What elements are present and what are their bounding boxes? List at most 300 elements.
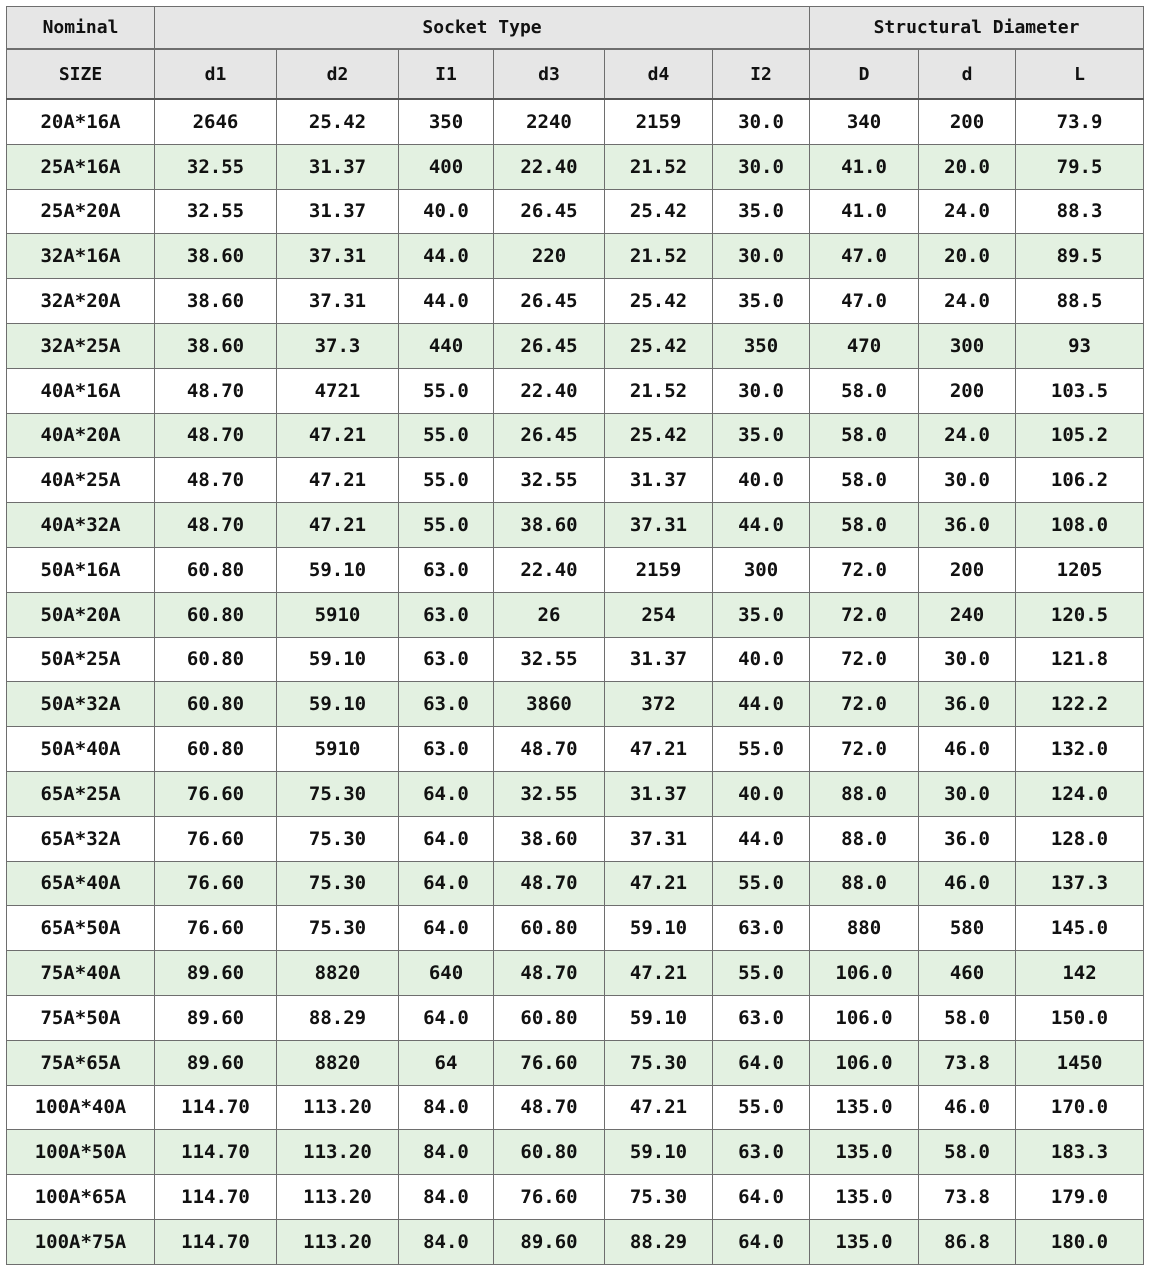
cell-structural-d-lower: 30.0 <box>919 637 1016 682</box>
cell-i2: 44.0 <box>713 816 810 861</box>
cell-d4: 31.37 <box>605 771 713 816</box>
cell-i2: 35.0 <box>713 279 810 324</box>
cell-size: 65A*25A <box>7 771 155 816</box>
cell-l: 179.0 <box>1016 1175 1144 1220</box>
table-row <box>7 1130 1144 1175</box>
cell-l: 128.0 <box>1016 816 1144 861</box>
cell-d1: 89.60 <box>155 995 277 1040</box>
table-body <box>7 99 1144 1264</box>
cell-d4: 21.52 <box>605 144 713 189</box>
cell-d4: 372 <box>605 682 713 727</box>
cell-d2: 31.37 <box>277 189 399 234</box>
cell-structural-d-upper: 58.0 <box>810 413 919 458</box>
cell-size: 40A*16A <box>7 368 155 413</box>
cell-structural-d-upper: 88.0 <box>810 816 919 861</box>
cell-d4: 2159 <box>605 99 713 144</box>
spec-table-container <box>6 6 1144 1265</box>
cell-i2: 55.0 <box>713 727 810 772</box>
cell-i1: 64.0 <box>399 906 494 951</box>
table-row <box>7 1175 1144 1220</box>
table-row <box>7 1040 1144 1085</box>
table-row <box>7 279 1144 324</box>
cell-d1: 60.80 <box>155 727 277 772</box>
cell-i2: 64.0 <box>713 1219 810 1264</box>
cell-d3: 48.70 <box>494 1085 605 1130</box>
cell-d4: 47.21 <box>605 861 713 906</box>
cell-structural-d-upper: 72.0 <box>810 727 919 772</box>
cell-i1: 63.0 <box>399 727 494 772</box>
table-row <box>7 368 1144 413</box>
cell-i2: 63.0 <box>713 906 810 951</box>
cell-i2: 64.0 <box>713 1040 810 1085</box>
cell-structural-d-lower: 46.0 <box>919 1085 1016 1130</box>
cell-size: 100A*75A <box>7 1219 155 1264</box>
cell-l: 122.2 <box>1016 682 1144 727</box>
cell-i2: 55.0 <box>713 861 810 906</box>
cell-d4: 75.30 <box>605 1175 713 1220</box>
cell-d4: 47.21 <box>605 1085 713 1130</box>
cell-d1: 60.80 <box>155 592 277 637</box>
cell-l: 145.0 <box>1016 906 1144 951</box>
cell-d4: 25.42 <box>605 413 713 458</box>
group-header-nominal: Nominal <box>7 7 155 50</box>
table-row <box>7 189 1144 234</box>
table-row <box>7 906 1144 951</box>
cell-l: 137.3 <box>1016 861 1144 906</box>
column-header-d1: d1 <box>155 49 277 99</box>
cell-l: 79.5 <box>1016 144 1144 189</box>
cell-d4: 88.29 <box>605 1219 713 1264</box>
cell-d1: 32.55 <box>155 144 277 189</box>
cell-d4: 31.37 <box>605 637 713 682</box>
cell-d2: 31.37 <box>277 144 399 189</box>
cell-structural-d-lower: 20.0 <box>919 144 1016 189</box>
table-row <box>7 951 1144 996</box>
cell-size: 50A*20A <box>7 592 155 637</box>
cell-d2: 59.10 <box>277 682 399 727</box>
cell-l: 73.9 <box>1016 99 1144 144</box>
cell-i2: 63.0 <box>713 1130 810 1175</box>
table-row <box>7 861 1144 906</box>
cell-d3: 76.60 <box>494 1040 605 1085</box>
cell-structural-d-lower: 30.0 <box>919 771 1016 816</box>
cell-d4: 37.31 <box>605 816 713 861</box>
cell-d4: 21.52 <box>605 234 713 279</box>
cell-structural-d-upper: 47.0 <box>810 234 919 279</box>
cell-d2: 113.20 <box>277 1130 399 1175</box>
cell-i1: 44.0 <box>399 234 494 279</box>
cell-d1: 48.70 <box>155 413 277 458</box>
cell-d4: 2159 <box>605 547 713 592</box>
cell-d4: 47.21 <box>605 951 713 996</box>
cell-d2: 47.21 <box>277 503 399 548</box>
cell-size: 100A*50A <box>7 1130 155 1175</box>
cell-size: 75A*50A <box>7 995 155 1040</box>
cell-i1: 63.0 <box>399 637 494 682</box>
cell-i1: 640 <box>399 951 494 996</box>
cell-structural-d-upper: 106.0 <box>810 951 919 996</box>
cell-size: 32A*25A <box>7 323 155 368</box>
cell-size: 32A*20A <box>7 279 155 324</box>
cell-d3: 26.45 <box>494 279 605 324</box>
cell-d3: 26 <box>494 592 605 637</box>
cell-structural-d-upper: 58.0 <box>810 368 919 413</box>
cell-i2: 40.0 <box>713 637 810 682</box>
cell-structural-d-upper: 58.0 <box>810 503 919 548</box>
cell-i2: 55.0 <box>713 1085 810 1130</box>
cell-d4: 254 <box>605 592 713 637</box>
cell-size: 25A*16A <box>7 144 155 189</box>
cell-structural-d-lower: 86.8 <box>919 1219 1016 1264</box>
cell-d2: 5910 <box>277 727 399 772</box>
cell-d3: 2240 <box>494 99 605 144</box>
cell-d2: 8820 <box>277 1040 399 1085</box>
cell-size: 32A*16A <box>7 234 155 279</box>
group-header-socket-type: Socket Type <box>155 7 810 50</box>
cell-size: 75A*40A <box>7 951 155 996</box>
cell-structural-d-upper: 72.0 <box>810 547 919 592</box>
cell-d3: 32.55 <box>494 637 605 682</box>
cell-l: 150.0 <box>1016 995 1144 1040</box>
cell-structural-d-upper: 340 <box>810 99 919 144</box>
cell-d3: 22.40 <box>494 547 605 592</box>
cell-i1: 64.0 <box>399 995 494 1040</box>
cell-structural-d-upper: 470 <box>810 323 919 368</box>
cell-l: 108.0 <box>1016 503 1144 548</box>
cell-d4: 59.10 <box>605 906 713 951</box>
cell-d2: 47.21 <box>277 413 399 458</box>
cell-structural-d-upper: 135.0 <box>810 1219 919 1264</box>
column-header-row <box>7 49 1144 99</box>
cell-d4: 25.42 <box>605 189 713 234</box>
cell-structural-d-upper: 58.0 <box>810 458 919 503</box>
column-header-d2: d2 <box>277 49 399 99</box>
cell-d3: 60.80 <box>494 995 605 1040</box>
cell-d1: 76.60 <box>155 861 277 906</box>
table-row <box>7 816 1144 861</box>
cell-d1: 89.60 <box>155 1040 277 1085</box>
cell-i2: 30.0 <box>713 368 810 413</box>
cell-i2: 30.0 <box>713 144 810 189</box>
cell-d2: 113.20 <box>277 1219 399 1264</box>
cell-d2: 4721 <box>277 368 399 413</box>
cell-size: 50A*25A <box>7 637 155 682</box>
cell-structural-d-upper: 41.0 <box>810 144 919 189</box>
cell-structural-d-lower: 73.8 <box>919 1175 1016 1220</box>
cell-size: 40A*20A <box>7 413 155 458</box>
cell-d3: 48.70 <box>494 861 605 906</box>
cell-d3: 60.80 <box>494 1130 605 1175</box>
cell-i1: 55.0 <box>399 503 494 548</box>
table-row <box>7 99 1144 144</box>
cell-d3: 22.40 <box>494 368 605 413</box>
cell-structural-d-lower: 46.0 <box>919 727 1016 772</box>
cell-size: 40A*25A <box>7 458 155 503</box>
cell-structural-d-lower: 36.0 <box>919 816 1016 861</box>
cell-i2: 40.0 <box>713 771 810 816</box>
cell-d3: 60.80 <box>494 906 605 951</box>
cell-structural-d-upper: 72.0 <box>810 592 919 637</box>
cell-structural-d-upper: 88.0 <box>810 861 919 906</box>
cell-d2: 37.31 <box>277 234 399 279</box>
cell-d3: 32.55 <box>494 458 605 503</box>
table-row <box>7 323 1144 368</box>
cell-d2: 113.20 <box>277 1175 399 1220</box>
cell-d2: 75.30 <box>277 816 399 861</box>
cell-structural-d-lower: 73.8 <box>919 1040 1016 1085</box>
cell-i1: 55.0 <box>399 458 494 503</box>
table-row <box>7 503 1144 548</box>
cell-l: 88.5 <box>1016 279 1144 324</box>
cell-d1: 76.60 <box>155 906 277 951</box>
table-row <box>7 144 1144 189</box>
cell-d1: 38.60 <box>155 323 277 368</box>
cell-i1: 40.0 <box>399 189 494 234</box>
cell-d1: 48.70 <box>155 368 277 413</box>
cell-d1: 60.80 <box>155 547 277 592</box>
cell-d1: 76.60 <box>155 771 277 816</box>
column-header-d3: d3 <box>494 49 605 99</box>
cell-size: 20A*16A <box>7 99 155 144</box>
cell-d1: 2646 <box>155 99 277 144</box>
cell-d3: 76.60 <box>494 1175 605 1220</box>
cell-d2: 75.30 <box>277 771 399 816</box>
cell-structural-d-lower: 30.0 <box>919 458 1016 503</box>
cell-d3: 38.60 <box>494 816 605 861</box>
cell-structural-d-upper: 47.0 <box>810 279 919 324</box>
cell-d3: 89.60 <box>494 1219 605 1264</box>
column-header-d4: d4 <box>605 49 713 99</box>
cell-d4: 25.42 <box>605 279 713 324</box>
table-header <box>7 7 1144 100</box>
cell-structural-d-lower: 46.0 <box>919 861 1016 906</box>
cell-structural-d-upper: 41.0 <box>810 189 919 234</box>
cell-structural-d-lower: 200 <box>919 368 1016 413</box>
cell-structural-d-lower: 24.0 <box>919 189 1016 234</box>
cell-d2: 37.31 <box>277 279 399 324</box>
cell-structural-d-upper: 72.0 <box>810 682 919 727</box>
cell-i1: 55.0 <box>399 413 494 458</box>
cell-size: 50A*40A <box>7 727 155 772</box>
cell-i1: 55.0 <box>399 368 494 413</box>
cell-d2: 113.20 <box>277 1085 399 1130</box>
cell-l: 89.5 <box>1016 234 1144 279</box>
cell-d3: 48.70 <box>494 951 605 996</box>
cell-structural-d-lower: 24.0 <box>919 413 1016 458</box>
cell-structural-d-lower: 200 <box>919 99 1016 144</box>
cell-d1: 60.80 <box>155 637 277 682</box>
cell-i2: 30.0 <box>713 99 810 144</box>
cell-i2: 350 <box>713 323 810 368</box>
cell-d1: 114.70 <box>155 1219 277 1264</box>
cell-i2: 35.0 <box>713 413 810 458</box>
cell-d2: 59.10 <box>277 637 399 682</box>
cell-size: 40A*32A <box>7 503 155 548</box>
cell-size: 100A*65A <box>7 1175 155 1220</box>
cell-d4: 75.30 <box>605 1040 713 1085</box>
cell-d2: 88.29 <box>277 995 399 1040</box>
cell-d2: 75.30 <box>277 861 399 906</box>
cell-d4: 59.10 <box>605 1130 713 1175</box>
cell-size: 65A*40A <box>7 861 155 906</box>
cell-i1: 63.0 <box>399 592 494 637</box>
table-row <box>7 995 1144 1040</box>
cell-i1: 63.0 <box>399 682 494 727</box>
cell-d2: 59.10 <box>277 547 399 592</box>
cell-size: 65A*32A <box>7 816 155 861</box>
cell-structural-d-lower: 200 <box>919 547 1016 592</box>
table-row <box>7 1219 1144 1264</box>
cell-size: 65A*50A <box>7 906 155 951</box>
socket-spec-table <box>6 6 1144 1265</box>
cell-structural-d-lower: 240 <box>919 592 1016 637</box>
cell-l: 103.5 <box>1016 368 1144 413</box>
cell-d3: 26.45 <box>494 189 605 234</box>
cell-l: 142 <box>1016 951 1144 996</box>
cell-structural-d-lower: 300 <box>919 323 1016 368</box>
cell-d1: 114.70 <box>155 1130 277 1175</box>
cell-i1: 84.0 <box>399 1175 494 1220</box>
cell-size: 50A*16A <box>7 547 155 592</box>
cell-d2: 25.42 <box>277 99 399 144</box>
cell-d1: 48.70 <box>155 503 277 548</box>
cell-i1: 64.0 <box>399 816 494 861</box>
cell-d1: 89.60 <box>155 951 277 996</box>
cell-i2: 40.0 <box>713 458 810 503</box>
cell-i2: 300 <box>713 547 810 592</box>
cell-i1: 400 <box>399 144 494 189</box>
cell-d1: 114.70 <box>155 1085 277 1130</box>
cell-d1: 60.80 <box>155 682 277 727</box>
cell-structural-d-upper: 880 <box>810 906 919 951</box>
cell-d2: 5910 <box>277 592 399 637</box>
column-header-structural-d-upper: D <box>810 49 919 99</box>
cell-d1: 38.60 <box>155 279 277 324</box>
cell-d2: 37.3 <box>277 323 399 368</box>
cell-l: 88.3 <box>1016 189 1144 234</box>
cell-i2: 35.0 <box>713 189 810 234</box>
cell-d3: 32.55 <box>494 771 605 816</box>
cell-l: 106.2 <box>1016 458 1144 503</box>
cell-d4: 25.42 <box>605 323 713 368</box>
cell-i2: 55.0 <box>713 951 810 996</box>
group-header-row <box>7 7 1144 50</box>
column-header-l: L <box>1016 49 1144 99</box>
table-row <box>7 234 1144 279</box>
cell-i1: 64 <box>399 1040 494 1085</box>
cell-structural-d-upper: 135.0 <box>810 1085 919 1130</box>
cell-structural-d-lower: 36.0 <box>919 682 1016 727</box>
cell-size: 25A*20A <box>7 189 155 234</box>
cell-d4: 21.52 <box>605 368 713 413</box>
cell-l: 93 <box>1016 323 1144 368</box>
cell-d3: 38.60 <box>494 503 605 548</box>
cell-i1: 350 <box>399 99 494 144</box>
cell-i1: 64.0 <box>399 861 494 906</box>
cell-size: 75A*65A <box>7 1040 155 1085</box>
cell-l: 170.0 <box>1016 1085 1144 1130</box>
column-header-i2: I2 <box>713 49 810 99</box>
cell-d4: 59.10 <box>605 995 713 1040</box>
cell-i1: 440 <box>399 323 494 368</box>
table-row <box>7 1085 1144 1130</box>
cell-structural-d-lower: 36.0 <box>919 503 1016 548</box>
cell-d1: 38.60 <box>155 234 277 279</box>
table-row <box>7 637 1144 682</box>
cell-l: 183.3 <box>1016 1130 1144 1175</box>
cell-d4: 37.31 <box>605 503 713 548</box>
cell-d3: 3860 <box>494 682 605 727</box>
cell-l: 121.8 <box>1016 637 1144 682</box>
cell-d3: 22.40 <box>494 144 605 189</box>
cell-structural-d-lower: 24.0 <box>919 279 1016 324</box>
cell-structural-d-upper: 135.0 <box>810 1130 919 1175</box>
cell-d3: 26.45 <box>494 413 605 458</box>
table-row <box>7 771 1144 816</box>
cell-i1: 84.0 <box>399 1219 494 1264</box>
cell-d4: 47.21 <box>605 727 713 772</box>
cell-d2: 75.30 <box>277 906 399 951</box>
cell-d1: 114.70 <box>155 1175 277 1220</box>
cell-i1: 84.0 <box>399 1130 494 1175</box>
cell-structural-d-lower: 580 <box>919 906 1016 951</box>
cell-l: 1205 <box>1016 547 1144 592</box>
cell-l: 180.0 <box>1016 1219 1144 1264</box>
table-row <box>7 413 1144 458</box>
cell-l: 132.0 <box>1016 727 1144 772</box>
cell-structural-d-lower: 58.0 <box>919 1130 1016 1175</box>
cell-d2: 8820 <box>277 951 399 996</box>
column-header-i1: I1 <box>399 49 494 99</box>
cell-structural-d-upper: 72.0 <box>810 637 919 682</box>
cell-l: 1450 <box>1016 1040 1144 1085</box>
cell-structural-d-upper: 106.0 <box>810 995 919 1040</box>
cell-structural-d-lower: 460 <box>919 951 1016 996</box>
cell-d1: 48.70 <box>155 458 277 503</box>
table-row <box>7 458 1144 503</box>
cell-size: 100A*40A <box>7 1085 155 1130</box>
cell-structural-d-lower: 20.0 <box>919 234 1016 279</box>
cell-i2: 44.0 <box>713 682 810 727</box>
cell-d3: 26.45 <box>494 323 605 368</box>
cell-l: 120.5 <box>1016 592 1144 637</box>
cell-i2: 44.0 <box>713 503 810 548</box>
cell-i2: 63.0 <box>713 995 810 1040</box>
cell-l: 124.0 <box>1016 771 1144 816</box>
cell-l: 105.2 <box>1016 413 1144 458</box>
cell-i2: 30.0 <box>713 234 810 279</box>
cell-i2: 64.0 <box>713 1175 810 1220</box>
cell-i1: 44.0 <box>399 279 494 324</box>
table-row <box>7 547 1144 592</box>
cell-d4: 31.37 <box>605 458 713 503</box>
cell-structural-d-lower: 58.0 <box>919 995 1016 1040</box>
column-header-structural-d-lower: d <box>919 49 1016 99</box>
cell-d1: 76.60 <box>155 816 277 861</box>
cell-i1: 84.0 <box>399 1085 494 1130</box>
table-row <box>7 592 1144 637</box>
cell-i1: 63.0 <box>399 547 494 592</box>
cell-d2: 47.21 <box>277 458 399 503</box>
cell-i2: 35.0 <box>713 592 810 637</box>
column-header-size: SIZE <box>7 49 155 99</box>
table-row <box>7 682 1144 727</box>
cell-d3: 48.70 <box>494 727 605 772</box>
cell-structural-d-upper: 88.0 <box>810 771 919 816</box>
cell-d3: 220 <box>494 234 605 279</box>
cell-structural-d-upper: 106.0 <box>810 1040 919 1085</box>
cell-size: 50A*32A <box>7 682 155 727</box>
